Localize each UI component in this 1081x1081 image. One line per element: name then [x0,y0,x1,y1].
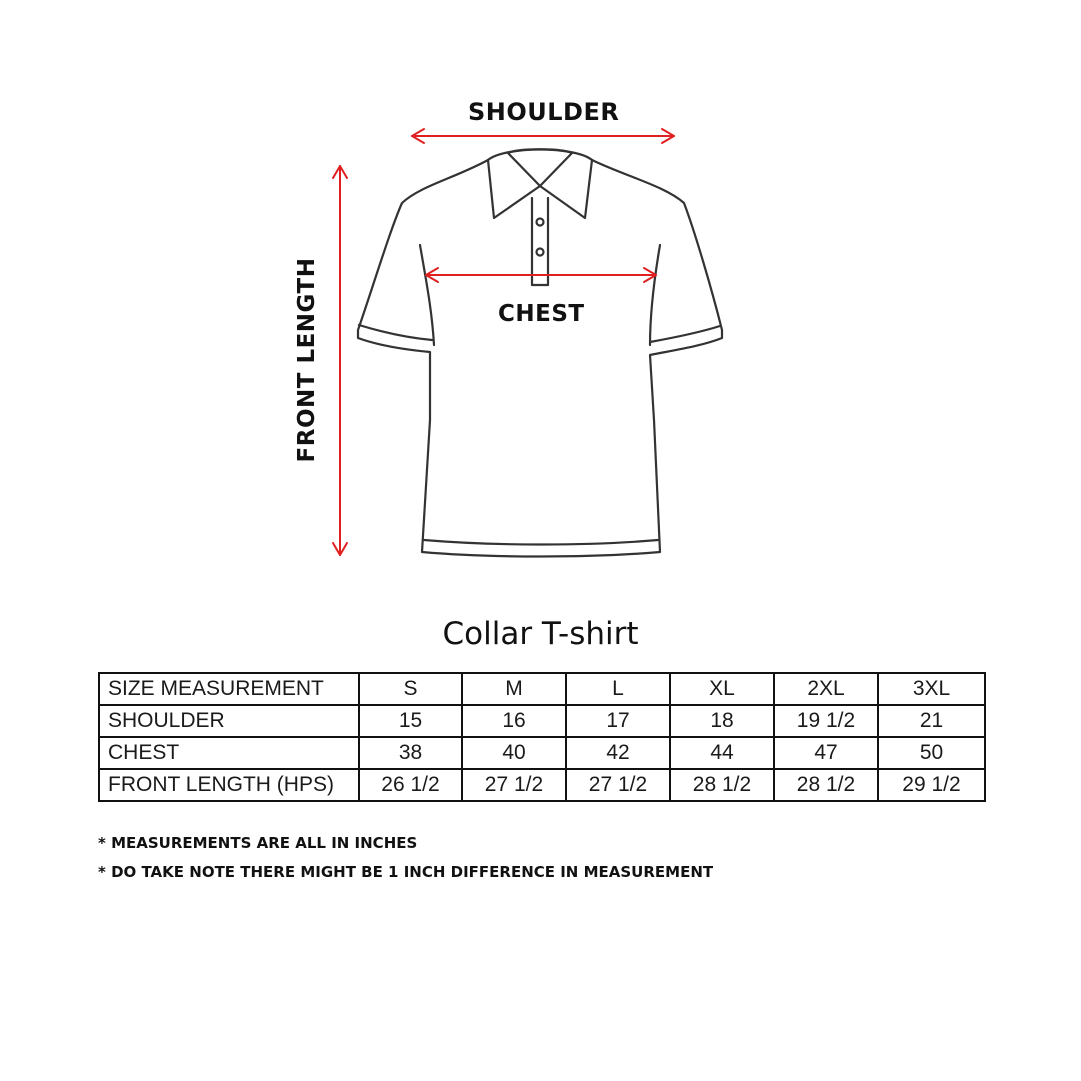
table-row-chest [99,737,985,769]
shoulder-label: SHOULDER [468,98,620,126]
table-cell: 15 [359,705,462,737]
row-label-front-length: FRONT LENGTH (HPS) [99,769,359,801]
shirt-outline [358,149,722,556]
table-row-front-length [99,769,985,801]
shoulder-arrow [412,129,674,143]
header-size-m: M [462,673,566,705]
table-cell: 47 [774,737,878,769]
measurement-arrows [333,129,674,555]
table-cell: 21 [878,705,985,737]
row-label-shoulder: SHOULDER [99,705,359,737]
header-size-xl: XL [670,673,774,705]
row-label-chest: CHEST [99,737,359,769]
table-cell: 26 1/2 [359,769,462,801]
table-header-row [99,673,985,705]
table-cell: 38 [359,737,462,769]
table-cell: 29 1/2 [878,769,985,801]
size-chart-table [98,672,986,802]
header-size-2xl: 2XL [774,673,878,705]
table-cell: 19 1/2 [774,705,878,737]
front-length-label: FRONT LENGTH [294,257,320,463]
header-size-3xl: 3XL [878,673,985,705]
note-measurement-unit: * MEASUREMENTS ARE ALL IN INCHES [98,834,418,852]
table-cell: 50 [878,737,985,769]
table-cell: 27 1/2 [462,769,566,801]
table-cell: 18 [670,705,774,737]
table-row-shoulder [99,705,985,737]
table-cell: 28 1/2 [774,769,878,801]
table-cell: 42 [566,737,670,769]
table-cell: 40 [462,737,566,769]
header-size-s: S [359,673,462,705]
front-length-arrow [333,166,347,555]
header-size-l: L [566,673,670,705]
table-cell: 27 1/2 [566,769,670,801]
table-cell: 17 [566,705,670,737]
chest-arrow [426,268,656,282]
chest-label: CHEST [498,301,585,327]
table-cell: 16 [462,705,566,737]
note-measurement-tolerance: * DO TAKE NOTE THERE MIGHT BE 1 INCH DIFFERENCE IN MEASUREMENT [98,863,714,881]
size-chart-title: Collar T-shirt [442,616,639,652]
table-cell: 44 [670,737,774,769]
header-size-measurement: SIZE MEASUREMENT [99,673,359,705]
table-cell: 28 1/2 [670,769,774,801]
